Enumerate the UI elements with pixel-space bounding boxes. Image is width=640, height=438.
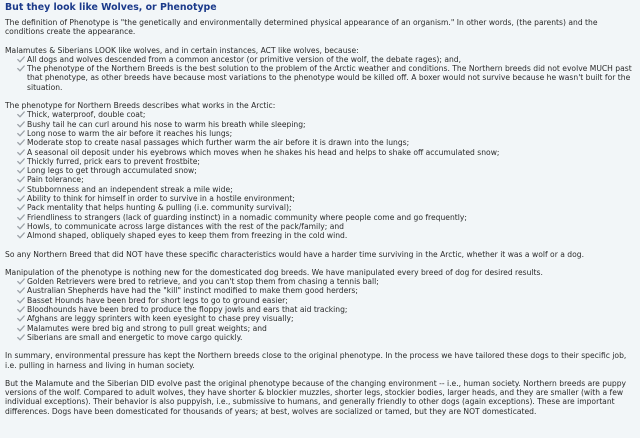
checkmark-bullet-icon — [17, 56, 25, 63]
list-item-text: Howls, to communicate across large distances with the rest of the pack/family; and — [27, 221, 344, 231]
list-item — [17, 203, 635, 212]
checkmark-bullet-icon — [17, 204, 25, 211]
manipulation-lead: Manipulation of the phenotype is nothing new for the domesticated dog breeds. We have manipulated every breed of dog for desired results. — [5, 267, 543, 277]
list-item — [17, 305, 635, 314]
checkmark-bullet-icon — [17, 149, 25, 156]
list-item — [17, 324, 635, 333]
list-item-text: The phenotype of the Northern Breeds is the best solution to the problem of the Arctic weather and conditions. The Northern breeds did not evolve MUCH past that phenotype, as other breeds have because most variations to the phenotype would be killed off. A boxer would not survive because he wasn't built for the situation. — [27, 64, 632, 92]
checkmark-bullet-icon — [17, 195, 25, 202]
list-item — [17, 175, 635, 184]
list-item — [17, 296, 635, 305]
list-item — [17, 64, 635, 92]
list-item-text: Thick, waterproof, double coat; — [27, 110, 146, 120]
list-item-text: Bloodhounds have been bred to produce the floppy jowls and ears that aid tracking; — [27, 305, 348, 315]
checkmark-bullet-icon — [17, 232, 25, 239]
list-item-text: Long nose to warm the air before it reaches his lungs; — [27, 128, 233, 138]
list-item-text: Malamutes were bred big and strong to pull great weights; and — [27, 323, 267, 333]
checkmark-bullet-icon — [17, 121, 25, 128]
list-item-text: Australian Shepherds have had the "kill" instinct modified to make them good herders; — [27, 286, 358, 296]
intro-paragraph: The definition of Phenotype is "the genetically and environmentally determined physical appearance of an organism." In other words, (the parents) and the conditions create the appearance. — [5, 18, 598, 37]
list-item — [17, 166, 635, 175]
list-item — [17, 286, 635, 295]
list-item-text: Moderate stop to create nasal passages which further warm the air before it is drawn into the lungs; — [27, 138, 410, 148]
list-item — [17, 185, 635, 194]
list-item — [17, 110, 635, 119]
list-item — [17, 55, 635, 64]
arctic-phenotype-list — [5, 110, 635, 240]
checkmark-bullet-icon — [17, 306, 25, 313]
list-item-text: Thickly furred, prick ears to prevent frostbite; — [27, 156, 200, 166]
closing-paragraph: But the Malamute and the Siberian DID evolve past the original phenotype because of the changing environment -- i.e., human society. Northern breeds are puppy versions of the wolf. Compared to adult wolves, they have shorter & blockier muzzles, shorter legs, stockier bodies, larger heads, and they are smaller (with a few individual exceptions). Their behavior is also puppyish, i.e., submissive to humans, and generally friendly to other dogs (again exceptions). These are important differences. Dogs have been domesticated for thousands of years; at best, wolves are socialized or tamed, but they are NOT domesticated. — [5, 378, 627, 416]
checkmark-bullet-icon — [17, 176, 25, 183]
checkmark-bullet-icon — [17, 297, 25, 304]
checkmark-bullet-icon — [17, 315, 25, 322]
list-item-text: Stubbornness and an independent streak a mile wide; — [27, 184, 233, 194]
list-item — [17, 120, 635, 129]
checkmark-bullet-icon — [17, 65, 25, 72]
list-item-text: Pain tolerance; — [27, 175, 84, 185]
checkmark-bullet-icon — [17, 111, 25, 118]
list-item — [17, 222, 635, 231]
checkmark-bullet-icon — [17, 223, 25, 230]
list-item-text: Almond shaped, obliquely shaped eyes to keep them from freezing in the cold wind. — [27, 231, 348, 241]
checkmark-bullet-icon — [17, 186, 25, 193]
checkmark-bullet-icon — [17, 167, 25, 174]
list-item — [17, 333, 635, 342]
list-item-text: Ability to think for himself in order to survive in a hostile environment; — [27, 194, 295, 204]
list-item — [17, 277, 635, 286]
checkmark-bullet-icon — [17, 158, 25, 165]
checkmark-bullet-icon — [17, 139, 25, 146]
checkmark-bullet-icon — [17, 278, 25, 285]
list-item-text: Afghans are leggy sprinters with keen eyesight to chase prey visually; — [27, 314, 294, 324]
manipulation-list — [5, 277, 635, 342]
look-like-wolves-lead: Malamutes & Siberians LOOK like wolves, and in certain instances, ACT like wolves, because: — [5, 45, 359, 55]
list-item-text: All dogs and wolves descended from a common ancestor (or primitive version of the wolf, the debate rages); and, — [27, 54, 462, 64]
page-title: But they look like Wolves, or Phenotype — [5, 2, 217, 13]
list-item-text: Basset Hounds have been bred for short legs to go to ground easier; — [27, 295, 288, 305]
list-item — [17, 194, 635, 203]
list-item — [17, 148, 635, 157]
checkmark-bullet-icon — [17, 334, 25, 341]
harder-time-paragraph: So any Northern Breed that did NOT have these specific characteristics would have a harder time surviving in the Arctic, whether it was a wolf or a dog. — [5, 249, 585, 259]
look-like-wolves-list — [5, 55, 635, 92]
checkmark-bullet-icon — [17, 325, 25, 332]
list-item — [17, 213, 635, 222]
list-item-text: Friendliness to strangers (lack of guarding instinct) in a nomadic community where people come and go frequently; — [27, 212, 467, 222]
list-item — [17, 129, 635, 138]
list-item-text: Pack mentality that helps hunting & pulling (i.e. community survival); — [27, 203, 292, 213]
list-item-text: Bushy tail he can curl around his nose to warm his breath while sleeping; — [27, 119, 306, 129]
checkmark-bullet-icon — [17, 130, 25, 137]
summary-paragraph: In summary, environmental pressure has kept the Northern breeds close to the original phenotype. In the process we have tailored these dogs to their specific job, i.e. pulling in harness and living in human society. — [5, 351, 627, 370]
list-item-text: A seasonal oil deposit under his eyebrows which moves when he shakes his head and helps to shake off accumulated snow; — [27, 147, 500, 157]
list-item-text: Siberians are small and energetic to move cargo quickly. — [27, 332, 243, 342]
checkmark-bullet-icon — [17, 214, 25, 221]
list-item-text: Long legs to get through accumulated snow; — [27, 166, 197, 176]
list-item — [17, 157, 635, 166]
list-item — [17, 314, 635, 323]
list-item — [17, 138, 635, 147]
arctic-phenotype-lead: The phenotype for Northern Breeds describes what works in the Arctic: — [5, 101, 276, 111]
list-item — [17, 231, 635, 240]
checkmark-bullet-icon — [17, 287, 25, 294]
list-item-text: Golden Retrievers were bred to retrieve, and you can't stop them from chasing a tennis ball; — [27, 277, 379, 287]
